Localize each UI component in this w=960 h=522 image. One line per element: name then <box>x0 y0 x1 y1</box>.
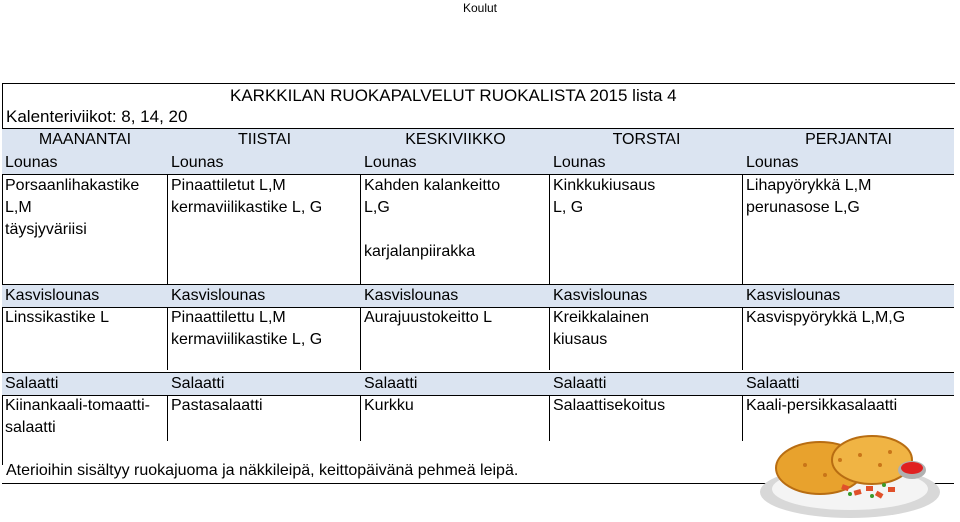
veg-header-thu: Kasvislounas <box>553 287 648 304</box>
lunch-line: karjalanpiirakka <box>364 243 476 260</box>
lunch-header-thu: Lounas <box>553 154 606 171</box>
lunch-header-mon: Lounas <box>5 154 58 171</box>
veg-cell-thu <box>550 307 743 370</box>
salad-line: Kiinankaali-tomaatti- <box>5 397 150 414</box>
lunch-cell-wed <box>361 175 550 284</box>
red-sauce <box>901 462 923 474</box>
veg-line: Linssikastike L <box>5 309 110 326</box>
lunch-header-tue: Lounas <box>171 154 224 171</box>
lunch-line: Porsaanlihakastike <box>5 177 140 194</box>
salad-header-thu: Salaatti <box>553 375 607 392</box>
salad-header-mon: Salaatti <box>5 375 59 392</box>
lunch-cell-thu <box>550 175 743 284</box>
lunch-line: perunasose L,G <box>746 199 860 216</box>
salad-line: Kurkku <box>364 397 414 414</box>
pancake-right <box>832 436 912 484</box>
veg-body-row <box>2 307 954 370</box>
lunch-cell-fri <box>743 175 954 284</box>
food-plate-illustration <box>750 430 950 520</box>
salad-line: Salaattisekoitus <box>553 397 666 414</box>
lunch-line: kermaviilikastike L, G <box>171 199 323 216</box>
lunch-line: Lihapyörykkä L,M <box>746 177 872 194</box>
lunch-line: täysjyväriisi <box>5 221 87 238</box>
veg-line: Pinaattilettu L,M <box>171 309 286 326</box>
salad-header-row <box>2 372 954 396</box>
lunch-body-row <box>2 175 954 284</box>
lunch-line: L,M <box>5 199 32 216</box>
veg-line: Kreikkalainen <box>553 309 650 326</box>
veg-header-fri: Kasvislounas <box>746 287 841 304</box>
day-friday: PERJANTAI <box>805 131 892 148</box>
day-wednesday: KESKIVIIKKO <box>405 131 506 148</box>
salad-header-wed: Salaatti <box>364 375 418 392</box>
veg-line: Kasvispyörykkä L,M,G <box>746 309 906 326</box>
veg-line: kermaviilikastike L, G <box>171 331 323 348</box>
lunch-line: L,G <box>364 199 390 216</box>
lunch-line: Kinkkukiusaus <box>553 177 656 194</box>
day-monday: MAANANTAI <box>38 131 132 148</box>
veg-header-wed: Kasvislounas <box>364 287 459 304</box>
veg-cell-tue <box>168 307 361 370</box>
lunch-line: Pinaattiletut L,M <box>171 177 286 194</box>
salad-line: Kaali-persikkasalaatti <box>746 397 898 414</box>
salad-line: Pastasalaatti <box>171 397 263 414</box>
veg-header-tue: Kasvislounas <box>171 287 266 304</box>
lunch-cell-tue <box>168 175 361 284</box>
veg-header-mon: Kasvislounas <box>5 287 100 304</box>
day-tuesday: TIISTAI <box>237 131 292 148</box>
day-header-row <box>2 128 954 154</box>
salad-line: salaatti <box>5 419 56 436</box>
veg-line: kiusaus <box>553 331 608 348</box>
lunch-cell-mon <box>2 175 168 284</box>
veg-line: Aurajuustokeitto L <box>364 309 493 326</box>
menu-title: KARKKILAN RUOKAPALVELUT RUOKALISTA 2015 lista 4 <box>230 86 677 105</box>
veg-cell-fri <box>743 307 954 370</box>
week-info: Kalenteriviikot: 8, 14, 20 <box>6 107 188 126</box>
salad-header-fri: Salaatti <box>746 375 800 392</box>
salad-cell-wed <box>361 395 550 441</box>
veg-header-row <box>2 284 954 308</box>
lunch-line: Kahden kalankeitto <box>364 177 501 194</box>
veg-cell-mon <box>2 307 168 370</box>
lunch-header-fri: Lounas <box>746 154 799 171</box>
lunch-line: L, G <box>553 199 584 216</box>
salad-cell-tue <box>168 395 361 441</box>
header-label: Koulut <box>462 1 498 15</box>
footer-note: Aterioihin sisältyy ruokajuoma ja näkkileipä, keittopäivänä pehmeä leipä. <box>6 462 519 479</box>
veg-cell-wed <box>361 307 550 370</box>
lunch-line <box>364 219 549 241</box>
salad-header-tue: Salaatti <box>171 375 225 392</box>
salad-cell-mon <box>2 395 168 441</box>
lunch-header-wed: Lounas <box>364 154 417 171</box>
lunch-header-row <box>2 152 954 175</box>
salad-cell-thu <box>550 395 743 441</box>
day-thursday: TORSTAI <box>612 131 681 148</box>
